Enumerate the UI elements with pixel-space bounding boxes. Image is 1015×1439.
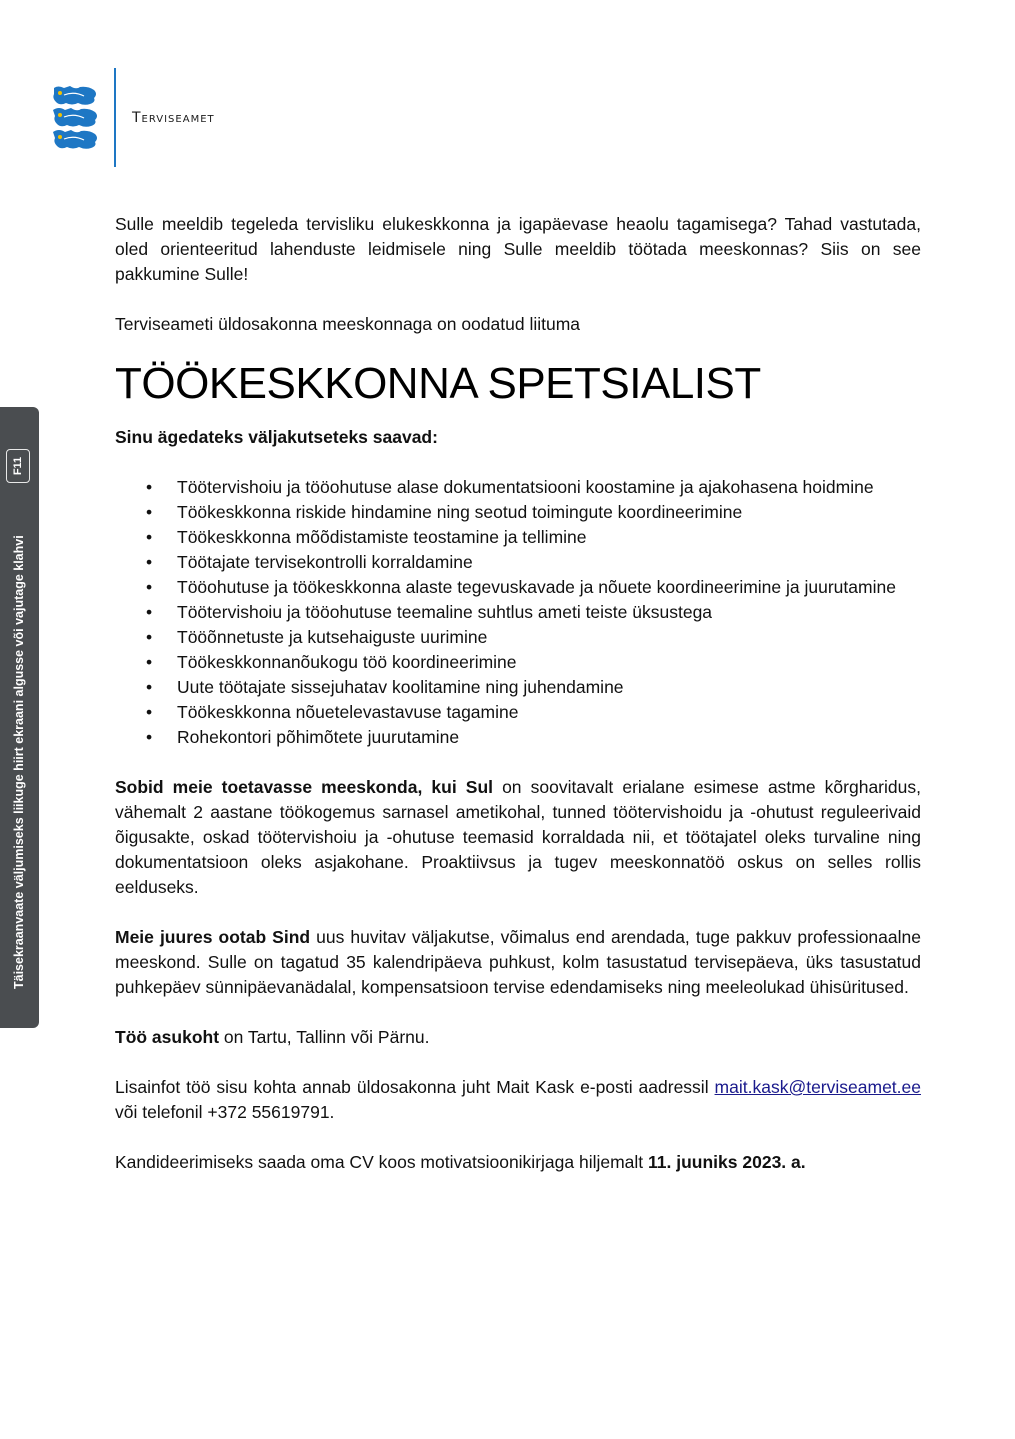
fullscreen-exit-hint[interactable] bbox=[0, 407, 39, 1028]
job-title: TÖÖKESKKONNA SPETSIALIST bbox=[115, 359, 761, 408]
invite-line: Terviseameti üldosakonna meeskonnaga on oodatud liituma bbox=[115, 314, 581, 334]
requirements-text: on soovitavalt erialane esimese astme kõrgharidus, vähemalt 2 aastane töökogemus sarnasel ametikohal, tunned töötervishoidu ja -ohutust reguleerivaid õigusakte, oskad töötervishoiu ja -ohutuse teemasid korraldada nii, et töötajatel oleks turvaline ning dokumentatsioon oleks asjakohane. Proaktiivsus ja tugev meeskonnatöö oskus on selles rollis eelduseks. bbox=[115, 777, 921, 897]
fullscreen-hint-text: Täisekraanvaate väljumiseks liikuge hiirt ekraani algusse või vajutage klahvi bbox=[12, 535, 26, 989]
f11-key-badge: F11 bbox=[6, 449, 30, 483]
list-item: • Töökeskkonna mõõdistamiste teostamine ja tellimine bbox=[177, 525, 921, 550]
duties-list bbox=[115, 475, 921, 750]
offer-text: uus huvitav väljakutse, võimalus end arendada, tuge pakkuv professionaalne meeskond. Sulle on tagatud 35 kalendripäeva puhkust, kolm tasustatud tervisepäeva, üks tasustatud puhkepäev sünnipäevanädalal, kompensatsioon tervise edendamiseks ning meeleolukad ühisüritused. bbox=[115, 927, 921, 997]
list-item: • Töötervishoiu ja tööohutuse alase dokumentatsiooni koostamine ja ajakohasena hoidmine bbox=[177, 475, 921, 500]
contact-text: Lisainfot töö sisu kohta annab üldosakonna juht Mait Kask e-posti aadressil bbox=[115, 1077, 709, 1097]
list-item: • Töökeskkonna riskide hindamine ning seotud toimingute koordineerimine bbox=[177, 500, 921, 525]
location-text: on Tartu, Tallinn või Pärnu. bbox=[219, 1027, 430, 1047]
list-item: • Tööõnnetuste ja kutsehaiguste uurimine bbox=[177, 625, 921, 650]
email-link[interactable]: mait.kask@terviseamet.ee bbox=[714, 1077, 921, 1097]
requirements-lead: Sobid meie toetavasse meeskonda, kui Sul bbox=[115, 777, 493, 797]
apply-text: Kandideerimiseks saada oma CV koos motivatsioonikirjaga hiljemalt bbox=[115, 1152, 649, 1172]
list-item: • Rohekontori põhimõtete juurutamine bbox=[177, 725, 921, 750]
header-logo bbox=[50, 68, 290, 168]
offer-lead: Meie juures ootab Sind bbox=[115, 927, 311, 947]
contact-paragraph bbox=[115, 1075, 921, 1125]
list-item: • Töökeskkonnanõukogu töö koordineerimine bbox=[177, 650, 921, 675]
logo-divider bbox=[114, 68, 116, 167]
org-name: Terviseamet bbox=[132, 110, 215, 126]
job-ad-body bbox=[115, 212, 921, 1175]
deadline: 11. juuniks 2023. a. bbox=[648, 1152, 806, 1172]
list-item: • Tööohutuse ja töökeskkonna alaste tegevuskavade ja nõuete koordineerimine ja juurutamine bbox=[177, 575, 921, 600]
location-paragraph bbox=[115, 1025, 921, 1050]
phone-text: või telefonil +372 55619791. bbox=[115, 1102, 335, 1122]
list-item: • Uute töötajate sissejuhatav koolitamine ning juhendamine bbox=[177, 675, 921, 700]
list-item: • Töötajate tervisekontrolli korraldamine bbox=[177, 550, 921, 575]
coat-of-arms-icon bbox=[50, 84, 100, 152]
list-item: • Töötervishoiu ja tööohutuse teemaline suhtlus ameti teiste üksustega bbox=[177, 600, 921, 625]
duties-heading: Sinu ägedateks väljakutseteks saavad: bbox=[115, 427, 438, 447]
offer-paragraph bbox=[115, 925, 921, 1000]
list-item: • Töökeskkonna nõuetelevastavuse tagamine bbox=[177, 700, 921, 725]
requirements-paragraph bbox=[115, 775, 921, 900]
location-lead: Töö asukoht bbox=[115, 1027, 220, 1047]
intro-paragraph: Sulle meeldib tegeleda tervisliku elukeskkonna ja igapäevase heaolu tagamisega? Tahad vastutada, oled orienteeritud lahenduste leidmisele ning Sulle meeldib töötada meeskonnas? Siis on see pakkumine Sulle! bbox=[115, 214, 921, 284]
apply-paragraph bbox=[115, 1150, 921, 1175]
